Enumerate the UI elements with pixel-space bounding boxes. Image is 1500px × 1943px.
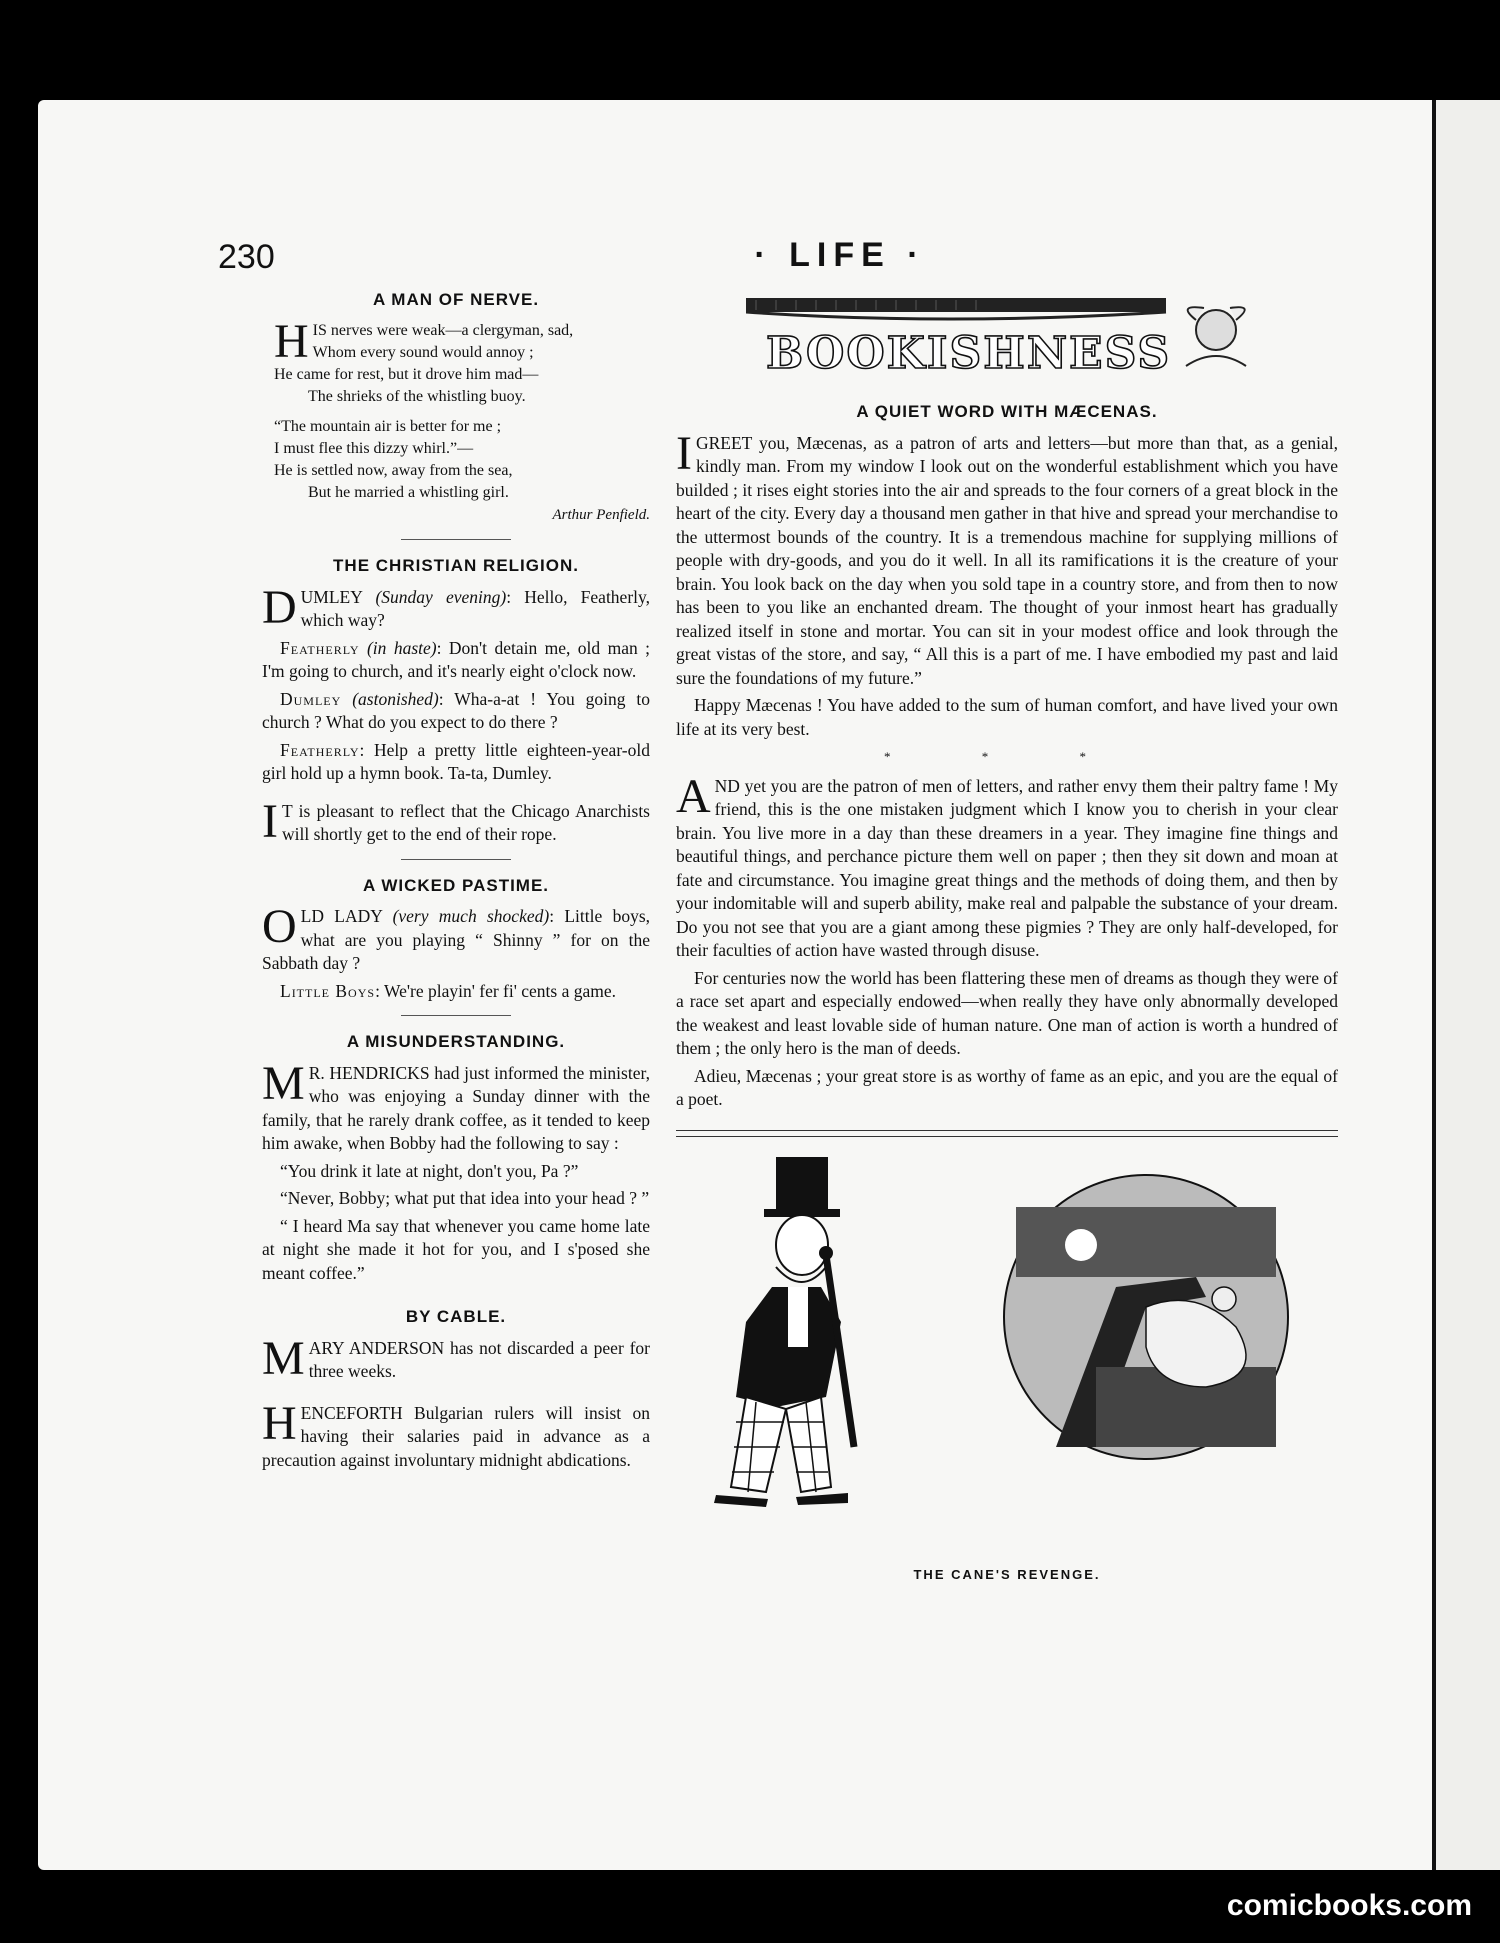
paragraph: Happy Mæcenas ! You have added to the sum of human comfort, and have lived your own life at its very best. xyxy=(676,695,1338,739)
headline-misunderstanding: A MISUNDERSTANDING. xyxy=(346,1032,566,1051)
speaker: Featherly xyxy=(280,637,360,658)
dialogue-paragraph xyxy=(262,980,650,1004)
cartoon-illustration xyxy=(676,1147,1338,1557)
adjacent-page-edge xyxy=(1436,100,1500,1870)
page-number: 230 xyxy=(218,238,275,276)
headline-wicked-pastime: A WICKED PASTIME. xyxy=(362,875,550,895)
poem-line: But he married a whistling girl. xyxy=(308,483,509,501)
dialogue-paragraph xyxy=(262,637,650,684)
anarchists-paragraph: IT is pleasant to reflect that the Chicago Anarchists will shortly get to the end of their rope. xyxy=(262,794,650,848)
dialogue-paragraph xyxy=(262,688,650,735)
stage-direction: (very much shocked) xyxy=(392,906,550,926)
paragraph: HENCEFORTH Bulgarian rulers will insist on having their salaries paid in advance as a precaution against involuntary midnight abdications. xyxy=(262,1396,650,1470)
dialogue-paragraph xyxy=(262,739,650,786)
poem-line: He came for rest, but it drove him mad— xyxy=(274,365,539,383)
headline-maecenas: A QUIET WORD WITH MÆCENAS. xyxy=(856,402,1158,421)
speaker: OLD LADY xyxy=(262,900,383,953)
dialogue-text: : Help a pretty little eighteen-year-old girl hold up a hymn book. Ta-ta, Dumley. xyxy=(262,739,650,783)
paragraph: MR. HENDRICKS had just informed the minister, who was enjoying a Sunday dinner with the family, that he rarely drank coffee, as it tended to keep him awake, when Bobby had the following to say : xyxy=(262,1056,650,1153)
dialogue-text: : We're playin' fer fi' cents a game. xyxy=(375,980,617,1001)
dialogue-text: : Don't detain me, old man ; I'm going to church, and it's nearly eight o'clock now. xyxy=(262,637,650,681)
stage-direction: (astonished) xyxy=(352,688,439,709)
masthead: · LIFE · xyxy=(754,236,926,274)
paragraph: For centuries now the world has been flattering these men of dreams as though they were of a race set apart and especially endowed—when really they have only abnormally developed the weakest and least lovable side of human nature. One man of action is worth a hundred of them ; the only hero is the man of deeds. xyxy=(676,967,1338,1058)
poem-line: Whom every sound would annoy ; xyxy=(312,343,534,361)
dialogue-paragraph xyxy=(262,580,650,634)
dialogue-text: : Hello, Featherly, which way? xyxy=(300,586,650,630)
headline-christian-religion: THE CHRISTIAN RELIGION. xyxy=(333,556,579,575)
poem-line: “The mountain air is better for me ; xyxy=(274,417,502,435)
banner-ornament-icon xyxy=(746,296,1266,386)
paragraph: “Never, Bobby; what put that idea into your head ? ” xyxy=(280,1188,650,1208)
left-column xyxy=(262,288,650,1476)
stage-direction: (in haste) xyxy=(366,637,437,658)
headline-by-cable: BY CABLE. xyxy=(405,1307,507,1326)
headline-man-of-nerve: A MAN OF NERVE. xyxy=(372,290,540,309)
paragraph: “ I heard Ma say that whenever you came home late at night she made it hot for you, and I s'posed she meant coffee.” xyxy=(262,1215,650,1283)
speaker: Dumley xyxy=(280,688,342,709)
poem-line: The shrieks of the whistling buoy. xyxy=(308,387,526,405)
divider xyxy=(401,859,511,860)
poem-line: HIS nerves were weak—a clergyman, sad, xyxy=(274,314,574,368)
illustration-caption: THE CANE'S REVENGE. xyxy=(913,1566,1101,1582)
cartoon-drawing-icon xyxy=(676,1147,1338,1557)
bookishness-banner xyxy=(746,296,1266,386)
paragraph: AND yet you are the patron of men of letters, and rather envy them their paltry fame ! My friend, this is the one mistaken judgment which I know you to cherish in your clear brain. You live more in a day than these dreamers in a year. They imagine fine things and beautiful things, and perchance picture them well on paper ; then they sit down and moan at fate and circumstance. You imagine great things and the methods of doing them, and then by your indomitable will and superb ability, make real and palpable the substance of your dream. Do you not see that you are a giant among these pigmies ? They are only half-developed, for their faculties of action have wasted through disuse. xyxy=(676,769,1338,960)
stage-direction: (Sunday evening) xyxy=(375,586,507,607)
poem-line: I must flee this dizzy whirl.”— xyxy=(274,439,474,457)
poem-attribution: Arthur Penfield. xyxy=(552,506,650,523)
site-watermark: comicbooks.com xyxy=(1226,1889,1472,1922)
double-rule xyxy=(676,1130,1338,1137)
divider xyxy=(401,1015,511,1016)
dialogue-text: : Wha-a-at ! You going to church ? What do you expect to do there ? xyxy=(262,688,651,732)
speaker: Featherly xyxy=(280,739,360,760)
divider xyxy=(401,539,511,540)
poem xyxy=(274,314,650,504)
paragraph: “You drink it late at night, don't you, Pa ?” xyxy=(280,1160,579,1181)
poem-line: He is settled now, away from the sea, xyxy=(274,461,513,479)
dialogue-text: : Little boys, what are you playing “ Shinny ” for on the Sabbath day ? xyxy=(262,906,650,973)
speaker: Little Boys xyxy=(280,980,376,1001)
dialogue-paragraph xyxy=(262,900,650,976)
paragraph: MARY ANDERSON has not discarded a peer for three weeks. xyxy=(262,1331,650,1385)
right-column xyxy=(676,296,1338,1586)
banner-text: BOOKISHNESS xyxy=(766,328,1172,379)
speaker: DUMLEY xyxy=(262,580,363,634)
section-stars: * * * xyxy=(884,749,1130,764)
paragraph: Adieu, Mæcenas ; your great store is as worthy of fame as an epic, and you are the equal of a poet. xyxy=(676,1065,1338,1109)
paragraph: IGREET you, Mæcenas, as a patron of arts and letters—but more than that, as a genial, kindly man. From my window I look out on the wonderful establishment which you have builded ; it rises eight stories into the air and spreads to the four corners of a great block in the heart of the city. Every day a thousand men gather in that hive and spread your merchandise to the uttermost bounds of the country. It is a tremendous machine for supplying millions of people with dry-goods, and you do it well. In all its ramifications it is the creature of your brain. You look back on the day when you sold tape in a country store, and from then to now has been to you like an enchanted dream. The thought of your inmost heart has gradually realized itself in stone and mortar. You can sit in your modest office and look through the great vistas of the store, and say, “ All this is a part of me. I have embodied my past and laid sure the foundations of my future.” xyxy=(676,426,1338,688)
